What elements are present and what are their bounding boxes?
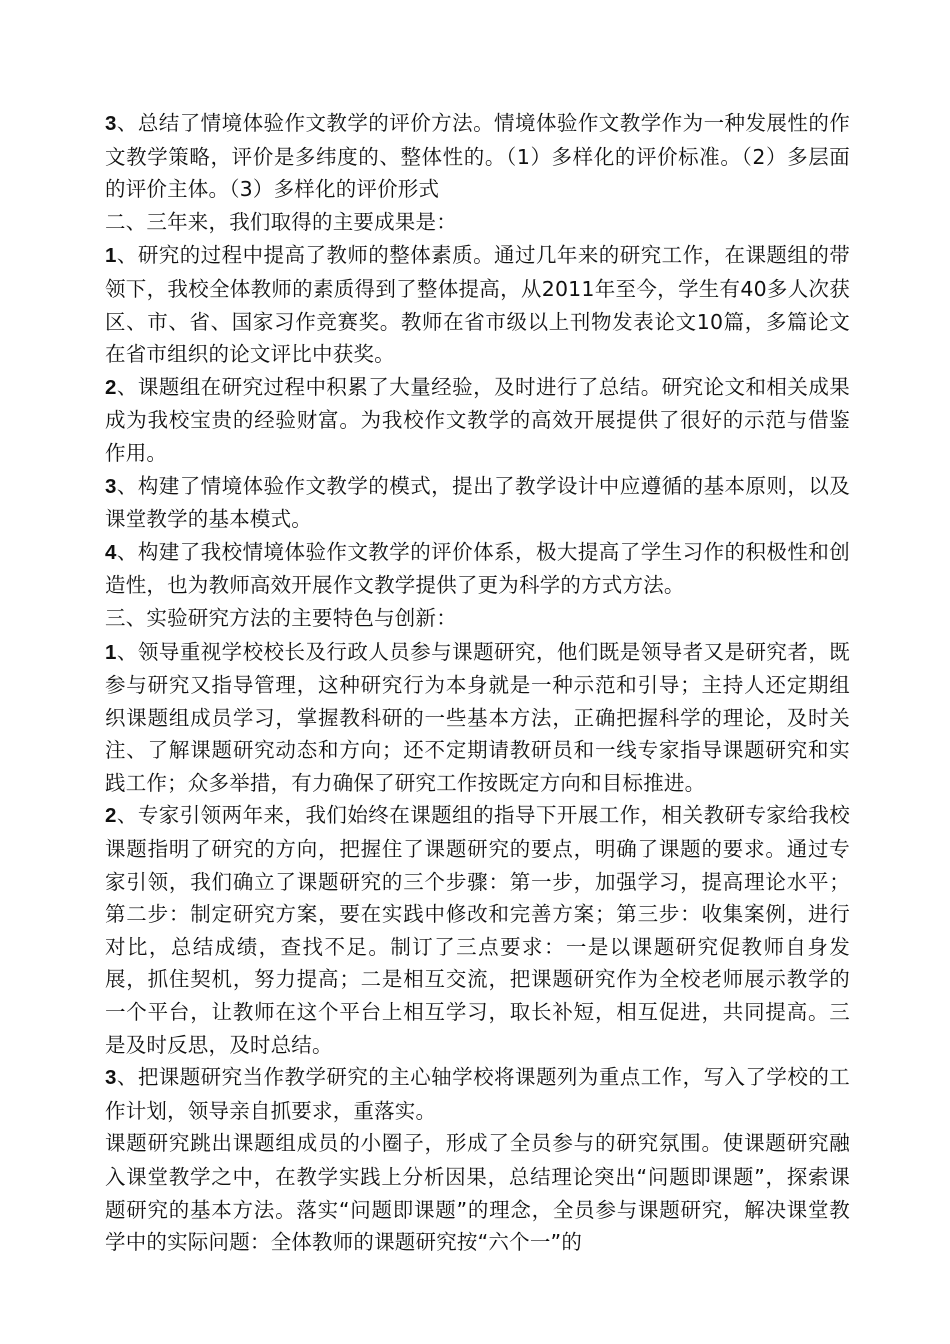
paragraph-text: 、构建了我校情境体验作文教学的评价体系，极大提高了学生习作的积极性和创造性，也为教师高效开展作文教学提供了更为科学的方式方法。	[105, 539, 850, 598]
paragraph-text: 、研究的过程中提高了教师的整体素质。通过几年来的研究工作，在课题组的带领下，我校全体教师的素质得到了整体提高，从2011年至今，学生有40多人次获区、市、省、国家习作竞赛奖。教师在省市级以上刊物发表论文10篇，多篇论文在省市组织的论文评比中获奖。	[105, 243, 850, 367]
paragraph-teacher-quality	[105, 239, 850, 370]
paragraph-text: 、把课题研究当作教学研究的主心轴学校将课题列为重点工作，写入了学校的工作计划，领导亲自抓要求，重落实。	[105, 1065, 850, 1123]
paragraph-number: 1	[105, 244, 117, 268]
paragraph-text: 、课题组在研究过程中积累了大量经验，及时进行了总结。研究论文和相关成果成为我校宝贵的经验财富。为我校作文教学的高效开展提供了很好的示范与借鉴作用。	[105, 374, 850, 465]
paragraph-research-axis	[105, 1061, 850, 1127]
paragraph-number: 3	[105, 474, 117, 498]
paragraph-text: 、构建了情境体验作文教学的模式，提出了教学设计中应遵循的基本原则，以及课堂教学的基本模式。	[105, 473, 850, 532]
paragraph-evaluation-system	[105, 536, 850, 602]
paragraph-number: 3	[105, 112, 117, 135]
paragraph-experience-summary	[105, 371, 850, 470]
paragraph-text: 、总结了情境体验作文教学的评价方法。情境体验作文教学作为一种发展性的作文教学策略，评价是多纬度的、整体性的。（1）多样化的评价标准。（2）多层面的评价主体。（3）多样化的评价形式	[105, 111, 850, 202]
paragraph-text: 、专家引领两年来，我们始终在课题组的指导下开展工作，相关教研专家给我校课题指明了研究的方向，把握住了课题研究的要点，明确了课题的要求。通过专家引领，我们确立了课题研究的三个步骤：第一步，加强学习，提高理论水平；第二步：制定研究方案，要在实践中修改和完善方案；第三步：收集案例，进行对比，总结成绩，查找不足。制订了三点要求：一是以课题研究促教师自身发展，抓住契机，努力提高；二是相互交流，把课题研究作为全校老师展示教学的一个平台，让教师在这个平台上相互学习，取长补短，相互促进，共同提高。三是及时反思，及时总结。	[105, 803, 850, 1057]
paragraph-number: 4	[105, 540, 117, 564]
paragraph-full-participation	[105, 1127, 850, 1258]
paragraph-teaching-model	[105, 470, 850, 536]
paragraph-number: 2	[105, 375, 117, 399]
paragraph-text: 三、实验研究方法的主要特色与创新：	[105, 605, 457, 630]
paragraph-number: 2	[105, 804, 117, 828]
paragraph-number: 3	[105, 1066, 117, 1090]
paragraph-number: 1	[105, 640, 117, 664]
paragraph-evaluation-method	[105, 107, 850, 206]
paragraph-text: 二、三年来，我们取得的主要成果是：	[105, 209, 457, 234]
paragraph-expert-guidance	[105, 799, 850, 1061]
section-heading-features-innovation	[105, 602, 850, 636]
section-heading-main-results	[105, 206, 850, 240]
document-body	[105, 107, 850, 1259]
paragraph-text: 课题研究跳出课题组成员的小圈子，形成了全员参与的研究氛围。使课题研究融入课堂教学之中，在教学实践上分析因果，总结理论突出“问题即课题”，探索课题研究的基本方法。落实“问题即课题”的理念，全员参与课题研究，解决课堂教学中的实际问题：全体教师的课题研究按“六个一”的	[105, 1131, 850, 1255]
paragraph-leadership	[105, 636, 850, 800]
paragraph-text: 、领导重视学校校长及行政人员参与课题研究，他们既是领导者又是研究者，既参与研究又指导管理，这种研究行为本身就是一种示范和引导；主持人还定期组织课题组成员学习，掌握教科研的一些基本方法，正确把握科学的理论，及时关注、了解课题研究动态和方向；还不定期请教研员和一线专家指导课题研究和实践工作；众多举措，有力确保了研究工作按既定方向和目标推进。	[105, 639, 850, 795]
